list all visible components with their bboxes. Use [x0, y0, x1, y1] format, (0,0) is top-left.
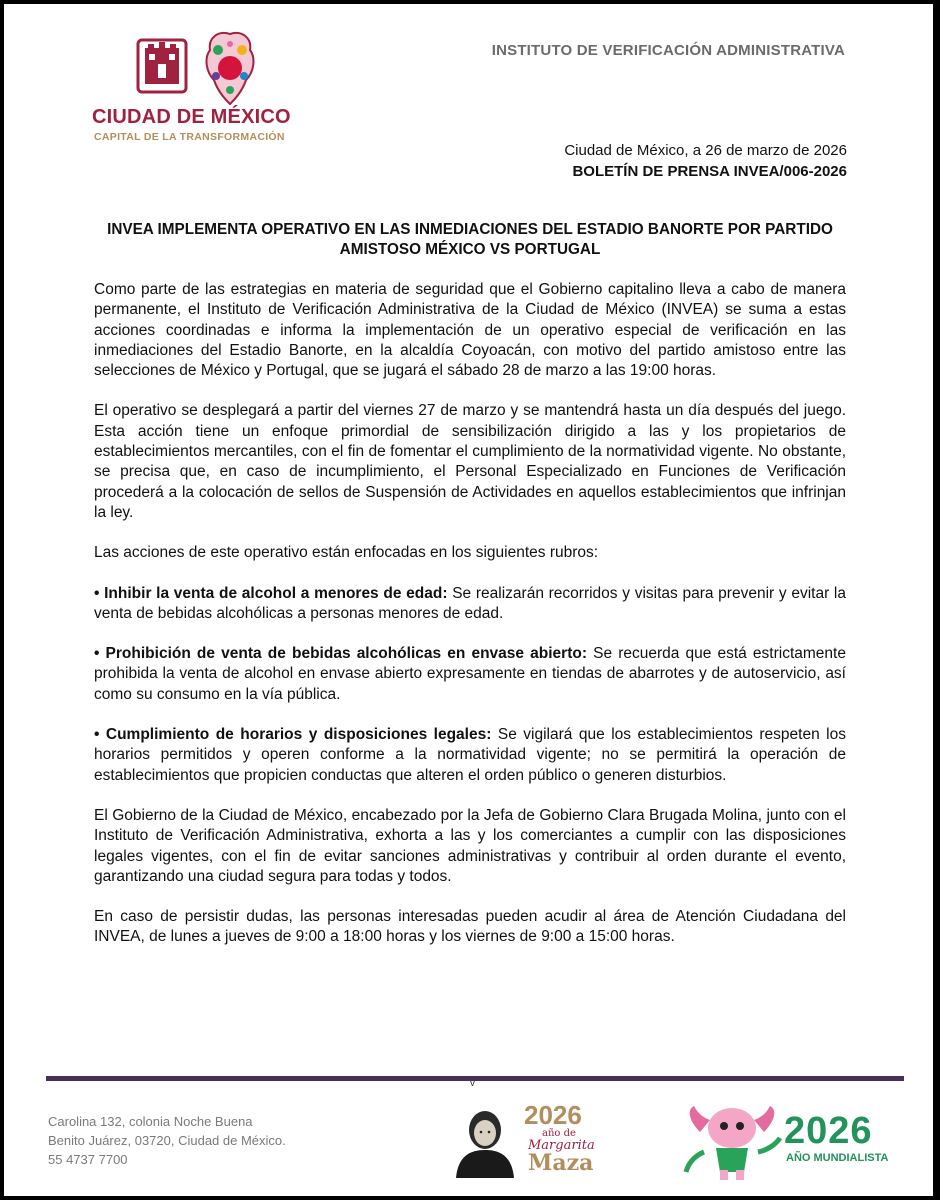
margarita-year: 2026	[524, 1100, 582, 1130]
axolotl-mascot-icon	[680, 1092, 784, 1182]
address-line-1: Carolina 132, colonia Noche Buena	[48, 1114, 253, 1129]
bulletin-number: BOLETÍN DE PRENSA INVEA/006-2026	[572, 163, 847, 180]
headline-line-1: INVEA IMPLEMENTA OPERATIVO EN LAS INMEDIACIONES DEL ESTADIO BANORTE POR PARTIDO	[107, 221, 833, 238]
body-text	[94, 280, 846, 968]
headline	[94, 220, 846, 260]
phone-number: 55 4737 7700	[48, 1152, 128, 1167]
margarita-maza-logo	[448, 1100, 618, 1180]
press-release-page	[4, 4, 933, 1196]
bullet-schedules	[94, 725, 846, 786]
cdmx-brand-title: CIUDAD DE MÉXICO	[92, 106, 291, 128]
mundial-logo	[784, 1110, 908, 1170]
bullet-title: • Inhibir la venta de alcohol a menores de edad:	[94, 584, 448, 602]
bullet-title: • Cumplimiento de horarios y disposiciones legales:	[94, 726, 492, 744]
cdmx-logo	[92, 26, 312, 146]
paragraph-5: En caso de persistir dudas, las personas interesadas pueden acudir al área de Atención Ciudadana del INVEA, de lunes a jueves de 9:00 a 18:00 horas y los viernes de 9:00 a 15:00 horas.	[94, 908, 846, 946]
bullet-text: Se realizarán recorridos y visitas para prevenir y evitar la venta de bebidas alcohólicas a personas menores de edad.	[94, 584, 847, 622]
dateline: Ciudad de México, a 26 de marzo de 2026	[564, 142, 847, 159]
headline-line-2: AMISTOSO MÉXICO VS PORTUGAL	[339, 241, 601, 258]
bullet-title: • Prohibición de venta de bebidas alcohólicas en envase abierto:	[94, 645, 587, 663]
paragraph-4: El Gobierno de la Ciudad de México, encabezado por la Jefa de Gobierno Clara Brugada Molina, junto con el Instituto de Verificación Administrativa, exhorta a las y los comerciantes a cumplir con las disposiciones legales vigentes, con el fin de evitar sanciones administrativas y contribuir al orden durante el evento, garantizando una ciudad segura para todas y todos.	[94, 806, 846, 885]
mundial-year: 2026	[784, 1110, 873, 1152]
mundial-subtitle: AÑO MUNDIALISTA	[786, 1152, 889, 1164]
coat-of-arms-icon	[136, 38, 188, 94]
paragraph-3: Las acciones de este operativo están enfocadas en los siguientes rubros:	[94, 544, 599, 562]
margarita-name-first: Margarita	[528, 1138, 595, 1153]
portrait-icon	[448, 1104, 522, 1178]
institute-name: INSTITUTO DE VERIFICACIÓN ADMINISTRATIVA	[491, 42, 845, 59]
footer-rule	[46, 1076, 904, 1081]
cdmx-brand-subtitle: CAPITAL DE LA TRANSFORMACIÓN	[94, 131, 285, 143]
bullet-alcohol-minors	[94, 584, 846, 625]
margarita-name-last: Maza	[528, 1150, 594, 1176]
bullet-text: Se vigilará que los establecimientos respeten los horarios permitidos y operen conforme a la normatividad vigente; no se permitirá la operación de establecimientos que propicien conductas que alteren el orden público o generen disturbios.	[94, 726, 846, 784]
heart-flower-icon	[200, 28, 260, 106]
footer-rule-mark: v	[470, 1078, 475, 1089]
margarita-ano: año de	[542, 1128, 576, 1139]
bullet-open-container	[94, 644, 846, 705]
paragraph-1: Como parte de las estrategias en materia de seguridad que el Gobierno capitalino lleva a cabo de manera permanente, el Instituto de Verificación Administrativa de la Ciudad de México (INVEA) se suma a estas acciones coordinadas e informa la implementación de un operativo especial de verificación en las inmediaciones del Estadio Banorte, en la alcaldía Coyoacán, con motivo del partido amistoso entre las selecciones de México y Portugal, que se jugará el sábado 28 de marzo a las 19:00 horas.	[94, 281, 846, 380]
bullet-text: Se recuerda que está estrictamente prohibida la venta de alcohol en envase abierto expresamente en tiendas de abarrotes y de autoservicio, así como su consumo en la vía pública.	[94, 645, 846, 703]
footer-address	[48, 1112, 286, 1169]
address-line-2: Benito Juárez, 03720, Ciudad de México.	[48, 1133, 286, 1148]
paragraph-2: El operativo se desplegará a partir del viernes 27 de marzo y se mantendrá hasta un día después del juego. Esta acción tiene un enfoque primordial de sensibilización dirigido a las y los propietarios de establecimientos mercantiles, con el fin de fomentar el cumplimiento de la normatividad vigente. No obstante, se precisa que, en caso de incumplimiento, el Personal Especializado en Funciones de Verificación procederá a la colocación de sellos de Suspensión de Actividades en aquellos establecimientos que infrinjan la ley.	[94, 402, 846, 521]
